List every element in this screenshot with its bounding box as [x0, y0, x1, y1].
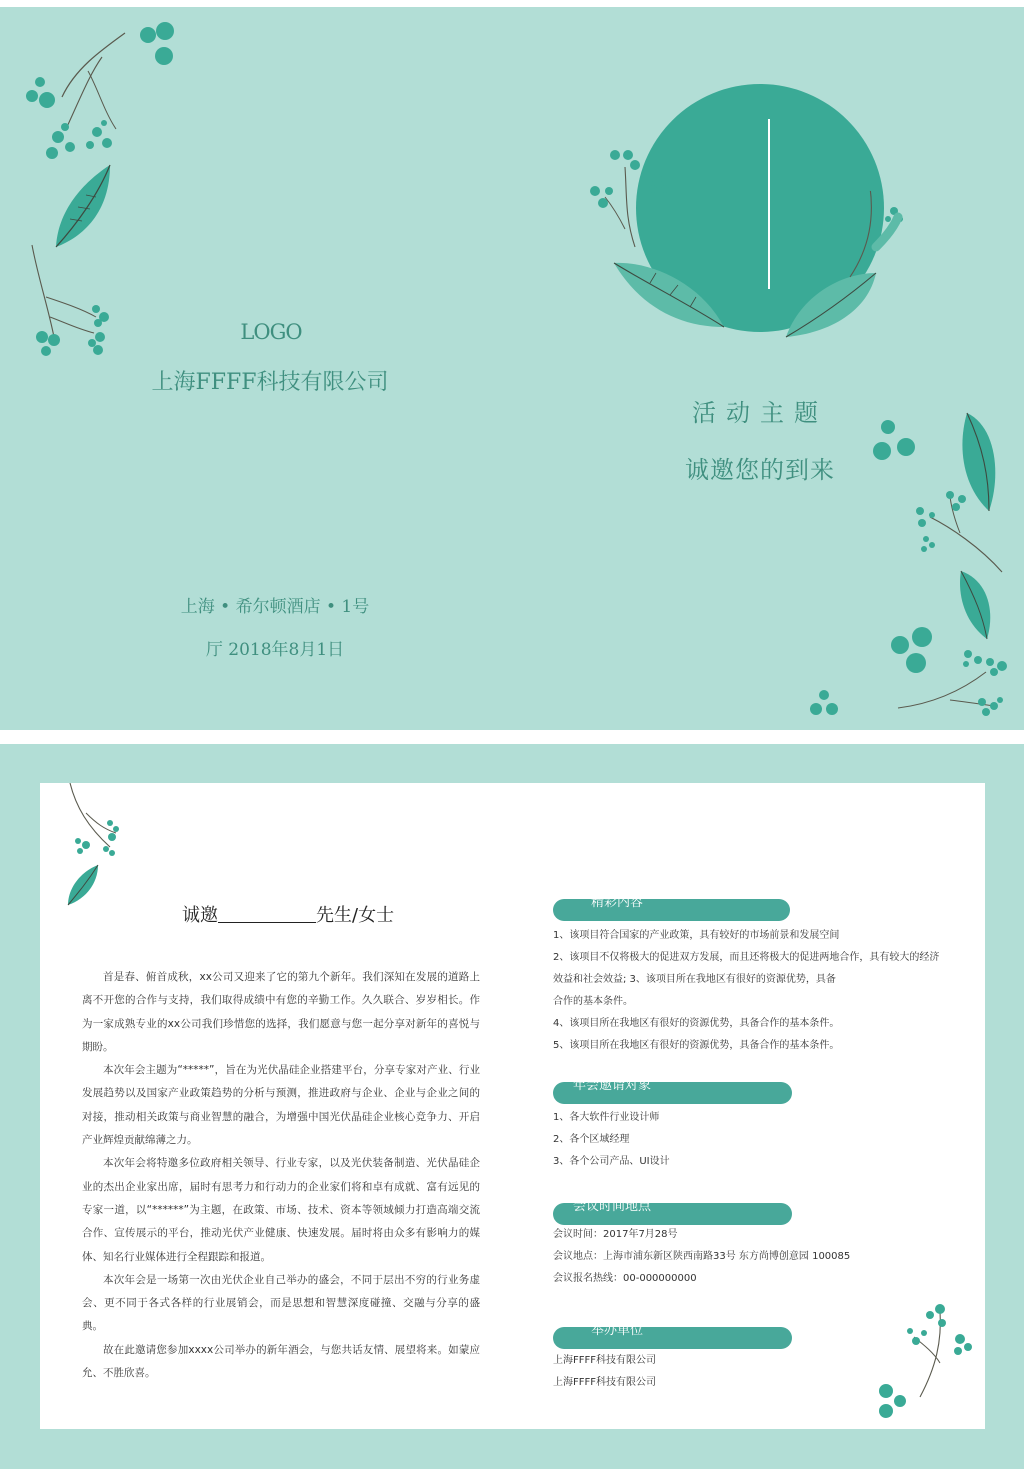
guest-name-blank: [218, 907, 316, 923]
logo-text: LOGO: [240, 320, 302, 344]
berry-branch-icon: [66, 783, 136, 858]
list-item: 效益和社会效益; 3、该项目所在我地区有很好的资源优势，具备: [553, 974, 836, 985]
berry-branch-icon: [910, 487, 1010, 577]
cover-panel: [0, 7, 1024, 730]
list-item: 4、该项目所在我地区有很好的资源优势，具备合作的基本条件。: [553, 1018, 840, 1029]
highlights-list: [553, 925, 939, 1057]
letter-paragraph: 本次年会将特邀多位政府相关领导、行业专家，以及光伏装备制造、光伏晶硅企业的杰出企业家出席，届时有思考力和行动力的企业家们将和卓有成就、富有远见的专家一道，以“******”为主题，在政策、市场、技术、资本等领域倾力打造高端交流合作、宣传展示的平台，推动光伏产业健康、快速发展。届时将由众多有影响力的媒体、知名行业媒体进行全程跟踪和报道。: [82, 1157, 480, 1263]
letter-paragraph: 首是春、俯首成秋，xx公司又迎来了它的第九个新年。我们深知在发展的道路上离不开您的合作与支持，我们取得成绩中有您的辛勤工作。久久联合、岁岁相长。作为一家成熟专业的xx公司我们珍惜您的选择，我们愿意与您一起分享对新年的喜悦与期盼。: [82, 971, 480, 1053]
invite-prefix: 诚邀: [182, 905, 218, 926]
berry-branch-icon: [24, 237, 124, 362]
list-item: 1、该项目符合国家的产业政策，具有较好的市场前景和发展空间: [553, 930, 840, 941]
letter-paragraph: 故在此邀请您参加xxxx公司举办的新年酒会，与您共话友情、展望将来。如蒙应允、不胜欣喜。: [82, 1343, 480, 1380]
list-item: 会议地点：上海市浦东新区陕西南路33号 东方尚博创意园 100085: [553, 1251, 851, 1262]
company-name: 上海FFFF科技有限公司: [151, 370, 389, 395]
invitees-list: [553, 1107, 670, 1173]
list-item: 3、各个公司产品、UI设计: [553, 1156, 670, 1167]
divider-line: [768, 119, 770, 289]
leaf-icon: [610, 257, 730, 337]
list-item: 1、各大软件行业设计师: [553, 1112, 660, 1123]
dots-cluster-icon: [874, 1381, 914, 1423]
list-item: 会议时间：2017年7月28号: [553, 1229, 678, 1240]
berry-branch-icon: [890, 642, 1015, 722]
list-item: 5、该项目所在我地区有很好的资源优势，具备合作的基本条件。: [553, 1040, 840, 1051]
section-header-invitees: [553, 1078, 792, 1104]
letter-paragraph: 本次年会主题为“*****”，旨在为光伏晶硅企业搭建平台，分享专家对产业、行业发展趋势以及国家产业政策趋势的分析与预测，推进政府与企业、企业与企业之间的对接，推动相关政策与商业智慧的融合，为增强中国光伏晶硅企业核心竞争力、开启产业辉煌贡献绵薄之力。: [82, 1064, 480, 1147]
letter-paragraph: 本次年会是一场第一次由光伏企业自己举办的盛会，不同于层出不穷的行业务虚会、更不同于各式各样的行业展销会，而是思想和智慧深度碰撞、交融与分享的盛典。: [82, 1273, 480, 1333]
invitation-letter: [82, 966, 480, 1385]
section-title: 精彩内容: [591, 895, 644, 910]
section-header-time-place: [553, 1199, 792, 1225]
section-header-highlights: [553, 895, 790, 921]
list-item: 2、各个区域经理: [553, 1134, 630, 1145]
dots-cluster-icon: [868, 417, 928, 467]
list-item: 上海FFFF科技有限公司: [553, 1377, 657, 1388]
section-title: 举办单位: [591, 1323, 644, 1338]
berry-branch-icon: [840, 177, 910, 287]
organizer-list: [553, 1350, 656, 1394]
list-item: 2、该项目不仅将极大的促进双方发展，而且还将极大的促进两地合作，具有较大的经济: [553, 952, 940, 963]
list-item: 上海FFFF科技有限公司: [553, 1355, 657, 1366]
inside-panel: [0, 744, 1024, 1469]
berry-branch-icon: [20, 19, 200, 179]
section-title: 会议时间地点: [573, 1199, 652, 1214]
leaf-icon: [64, 861, 102, 909]
dots-cluster-icon: [806, 687, 846, 722]
section-title: 年会邀请对象: [573, 1078, 652, 1093]
list-item: 会议报名热线：00-000000000: [553, 1273, 697, 1284]
theme-title: 活动主题: [692, 399, 828, 427]
inside-card: [40, 783, 985, 1429]
section-header-organizer: [553, 1323, 792, 1349]
time-place-list: [553, 1224, 850, 1290]
berry-branch-icon: [585, 147, 685, 257]
venue-line: 上海 • 希尔顿酒店 • 1号: [180, 597, 370, 617]
leaf-icon: [955, 567, 1000, 642]
date-line: 厅 2018年8月1日: [205, 640, 345, 660]
list-item: 合作的基本条件。: [553, 996, 633, 1007]
invite-heading: [182, 901, 394, 927]
invite-line: 诚邀您的到来: [685, 456, 835, 484]
invite-suffix: 先生/女士: [316, 905, 395, 926]
